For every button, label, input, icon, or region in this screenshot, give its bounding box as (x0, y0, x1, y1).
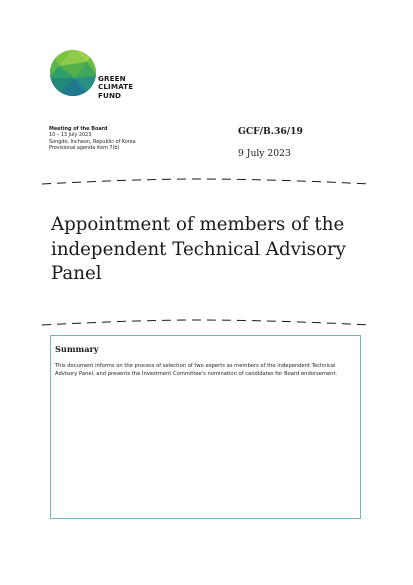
document-title: Appointment of members of the independent Technical Advisory Panel (51, 214, 346, 284)
bottom-divider (40, 318, 372, 326)
meeting-agenda-item: Provisional agenda item 7(b) (49, 145, 120, 152)
meeting-heading: Meeting of the Board (49, 126, 108, 132)
logo-line-green: GREEN (98, 74, 126, 83)
logo-line-fund: FUND (98, 90, 122, 100)
summary-box (50, 335, 361, 519)
globe-logo-icon (49, 48, 97, 98)
logo-line-climate: CLIMATE (98, 82, 134, 92)
summary-heading: Summary (55, 344, 99, 354)
logo-wordmark (98, 75, 158, 100)
meeting-location: Songdo, Incheon, Republic of Korea (49, 138, 136, 145)
meeting-dates: 10 – 13 July 2023 (49, 132, 92, 139)
summary-text: This document informs on the process of selection of two experts as members of the independent Technical Advisory Panel, and presents the Investment Committee's nomination of candidates for Board endorsement. (55, 363, 338, 377)
meeting-info (49, 126, 219, 152)
gcf-logo (49, 48, 149, 100)
top-divider (40, 178, 372, 186)
document-number: GCF/B.36/19 (238, 126, 303, 137)
document-date: 9 July 2023 (238, 148, 291, 159)
